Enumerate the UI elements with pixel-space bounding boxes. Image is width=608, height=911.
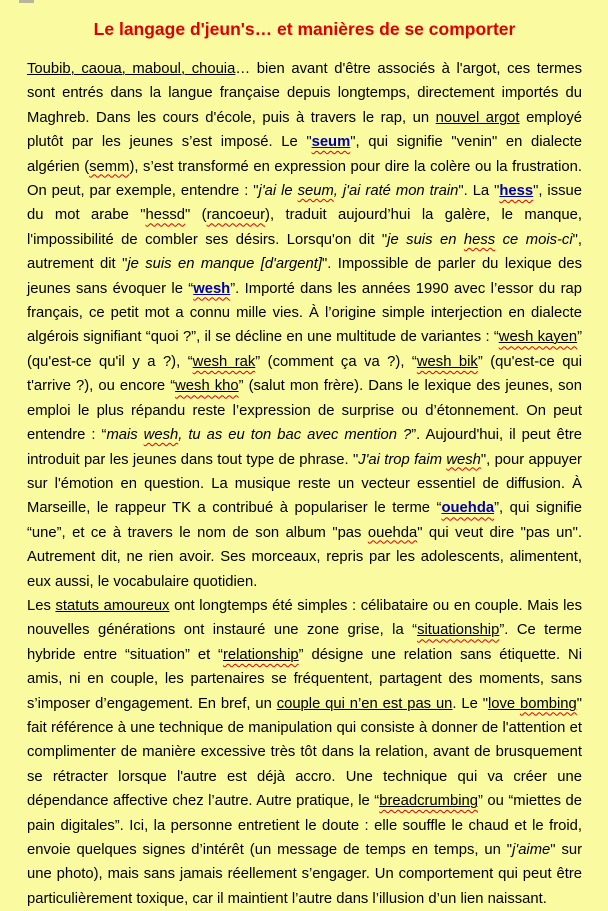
text-run: rancoeur [206,207,266,224]
text-run [144,427,179,443]
text-run [379,793,478,809]
text-run: hessd [145,207,185,224]
top-edge-artifact [19,0,34,3]
text-run: hess [463,231,496,248]
text-run [298,183,334,199]
text-run: wesh rak [192,353,256,370]
text-run [312,134,351,150]
text-run: couple qui n’en est pas un [276,695,453,712]
text-run: wesh bik [416,353,478,370]
paragraph-statuts-amoureux: Les statuts amoureux ont longtemps été simples : célibataire ou en couple. Mais les nouvelles générations ont instauré une zone grise, la “situationship”. Ce terme hybride entre “situation” et “relationship” désigne une relation sans étiquette. Ni amis, ni en couple, les partenaires se fréquentent, partagent des moments, sans s’imposer d’engagement. En bref, un couple qui n’en est pas un. Le "love bombing" fait référence à une technique de manipulation qui consiste à donner de l'attention et complimenter de manière excessive très tôt dans la relation, avant de brusquement se rétracter lorsque l'autre est déjà accro. Une technique qui va créer une dépendance affective chez l’autre. Autre pratique, le “breadcrumbing” ou “miettes de pain digitales”. Ici, la personne entretient le doute : elle souffle le chaud et le froid, envoie quelques signes d’intérêt (un message de temps en temps, un "j'aime" sur une photo), mais sans jamais réellement s’engager. Un comportement qui peut être particulièrement toxique, car il maintient l’autre dans l’illusion d’un lien naissant. [27,597,583,907]
text-run: breadcrumbing [379,793,478,810]
text-run: je suis en [387,231,464,248]
text-run: wesh [143,427,179,444]
text-run [441,500,494,516]
text-run [464,232,495,248]
text-run: semm [89,158,130,175]
article-title: Le langage d'jeun's… et manières de se comporter [93,19,516,39]
paragraph-langage-jeunes: Toubib, caoua, maboul, chouia… bien avant d'être associés à l'argot, ces termes sont entrés dans la langue française depuis longtemps, directement importés du Maghreb. Dans les cours d'école, puis à travers le rap, un nouvel argot employé plutôt par les jeunes s’est imposé. Le "seum", qui signifie "venin" en dialecte algérien (semm), s’est transformé en expression pour dire la colère ou la frustration. On peut, par exemple, entendre : "j'ai le seum, j'ai raté mon train". La "hess", issue du mot arabe "hessd" (rancoeur), traduit aujourd’hui la galère, le manque, l'impossibilité de combler ses désirs. Lorsqu'on dit "je suis en hess ce mois-ci", autrement dit "je suis en manque [d'argent]". Impossible de parler du lexique des jeunes sans évoquer le “wesh”. Importé dans les années 1990 avec l’essor du rap français, ce petit mot a connu mille vies. À l’origine simple interjection en dialecte algérois signifiant “quoi ?”, il se décline en une multitude de variantes : “wesh kayen” (qu'est-ce qu'il y a ?), “wesh rak” (comment ça va ?), “wesh bik” (qu'est-ce qui t'arrive ?), ou encore “wesh kho” (salut mon frère). Dans le lexique des jeunes, son emploi le plus répandu reste l’expression de surprise ou d’étonnement. On peut entendre : “mais wesh, tu as eu ton bac avec mention ?”. Aujourd'hui, il peut être introduit par les jeunes dans tout type de phrase. "J'ai trop faim wesh", pour appuyer sur l'émotion en question. La musique reste un vecteur essentiel de diffusion. À Marseille, le rappeur TK a contribué à populariser le terme “ouehda”, qui signifie “une”, et ce à travers le nom de son album "pas ouehda" qui veut dire "pas un". Autrement dit, ne rien avoir. Ses morceaux, repris par les adolescents, alimentent, eux aussi, le vocabulaire quotidien. [27,61,583,590]
text-run: wesh [193,280,231,297]
text-run: love [487,695,520,712]
text-run [175,378,238,394]
text-run: nouvel argot [435,109,520,126]
text-run: statuts amoureux [55,597,170,614]
text-run: je suis en manque [d'argent] [127,256,322,273]
text-run: ouehda [367,524,418,541]
text-run: j'aime [512,842,551,858]
text-run: situationship [417,622,500,639]
text-run [193,281,230,297]
text-run: wesh [446,451,481,468]
text-run [499,183,533,199]
text-run: , tu as eu ton bac avec mention ? [178,427,412,444]
text-run: wesh kho [175,378,239,395]
article-body [27,57,582,911]
text-run: wesh kayen [498,329,578,346]
text-run [520,696,577,712]
text-run: seum [311,134,351,151]
text-run [417,354,478,370]
text-run: mais [106,427,144,444]
text-run: seum [297,183,334,200]
text-run: ce mois-ci [495,231,573,248]
text-run: j'ai le [258,183,298,200]
text-run: relationship [222,646,299,663]
text-run [193,354,256,370]
text-run [499,329,577,345]
text-run: J'ai trop faim [358,451,447,468]
text-run: bombing [519,695,577,712]
text-run: , j'ai raté mon train [333,183,459,200]
text-run [223,647,299,663]
text-run [446,452,481,468]
text-run: ouehda [441,500,495,517]
text-run [417,622,499,638]
text-run: Toubib, caoua, maboul, chouia [27,61,236,77]
text-run: hess [499,183,534,200]
